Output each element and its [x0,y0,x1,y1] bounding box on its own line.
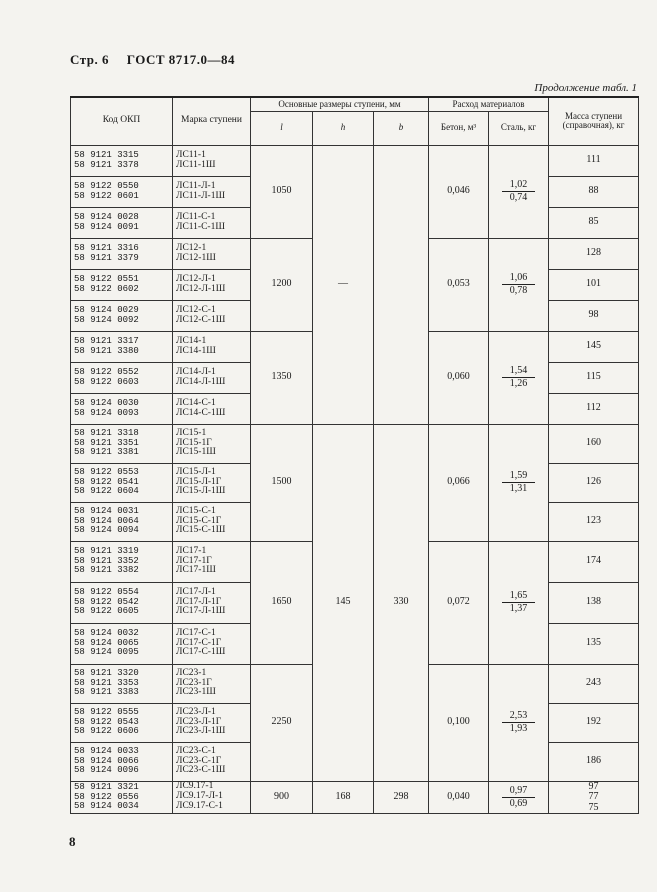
steel-numerator: 1,02 [502,179,536,192]
steel-fraction [502,179,536,204]
page-header [70,52,235,68]
step-mass: 98 [549,300,639,331]
steel-numerator: 1,65 [502,590,536,603]
length-l: 1650 [251,541,313,664]
col-header-mass: Масса ступени (справочная), кг [549,97,639,145]
step-grade: ЛС15-Л-1 ЛС15-Л-1Г ЛС15-Л-1Ш [173,463,251,502]
table-row [71,781,639,814]
step-grade: ЛС17-Л-1 ЛС17-Л-1Г ЛС17-Л-1Ш [173,582,251,623]
steel-cell [489,145,549,238]
table-row [71,145,639,176]
table-row [71,424,639,463]
steel-fraction [502,710,536,735]
length-l: 900 [251,781,313,814]
okp-code: 58 9124 0031 58 9124 0064 58 9124 0094 [71,502,173,541]
okp-code: 58 9121 3321 58 9122 0556 58 9124 0034 [71,781,173,814]
step-grade: ЛС15-1 ЛС15-1Г ЛС15-1Ш [173,424,251,463]
step-grade: ЛС23-С-1 ЛС23-С-1Г ЛС23-С-1Ш [173,742,251,781]
step-grade: ЛС23-Л-1 ЛС23-Л-1Г ЛС23-Л-1Ш [173,703,251,742]
steel-cell [489,238,549,331]
steel-denominator: 1,37 [509,603,528,614]
okp-code: 58 9124 0033 58 9124 0066 58 9124 0096 [71,742,173,781]
step-mass: 88 [549,176,639,207]
okp-code: 58 9121 3317 58 9121 3380 [71,331,173,362]
concrete-volume: 0,060 [429,331,489,424]
steel-cell [489,664,549,781]
step-mass: 186 [549,742,639,781]
okp-code: 58 9122 0554 58 9122 0542 58 9122 0605 [71,582,173,623]
step-grade: ЛС14-1 ЛС14-1Ш [173,331,251,362]
okp-code: 58 9121 3319 58 9121 3352 58 9121 3382 [71,541,173,582]
table-body [71,145,639,814]
steel-fraction [502,470,536,495]
col-header-l: l [251,111,313,145]
steel-numerator: 1,54 [502,365,536,378]
steel-denominator: 1,26 [509,378,528,389]
steel-numerator: 2,53 [502,710,536,723]
okp-code: 58 9122 0552 58 9122 0603 [71,362,173,393]
step-mass: 243 [549,664,639,703]
concrete-volume: 0,100 [429,664,489,781]
col-header-dims: Основные размеры ступени, мм [251,97,429,111]
steel-denominator: 0,78 [509,285,528,296]
steel-cell [489,424,549,541]
step-grade: ЛС11-1 ЛС11-1Ш [173,145,251,176]
steel-cell [489,781,549,814]
step-grade: ЛС14-С-1 ЛС14-С-1Ш [173,393,251,424]
okp-code: 58 9124 0028 58 9124 0091 [71,207,173,238]
step-grade: ЛС12-Л-1 ЛС12-Л-1Ш [173,269,251,300]
step-grade: ЛС11-Л-1 ЛС11-Л-1Ш [173,176,251,207]
col-header-concrete: Бетон, м³ [429,111,489,145]
step-grade: ЛС12-С-1 ЛС12-С-1Ш [173,300,251,331]
okp-code: 58 9122 0555 58 9122 0543 58 9122 0606 [71,703,173,742]
col-header-grade: Марка ступени [173,97,251,145]
step-mass: 111 [549,145,639,176]
width-b: 298 [374,781,429,814]
okp-code: 58 9124 0032 58 9124 0065 58 9124 0095 [71,623,173,664]
okp-code: 58 9121 3316 58 9121 3379 [71,238,173,269]
step-grade: ЛС23-1 ЛС23-1Г ЛС23-1Ш [173,664,251,703]
length-l: 1200 [251,238,313,331]
steel-denominator: 1,93 [509,723,528,734]
step-grade: ЛС11-С-1 ЛС11-С-1Ш [173,207,251,238]
step-mass: 101 [549,269,639,300]
step-mass: 126 [549,463,639,502]
step-mass: 85 [549,207,639,238]
okp-code: 58 9122 0551 58 9122 0602 [71,269,173,300]
steel-numerator: 1,59 [502,470,536,483]
steel-numerator: 0,97 [502,785,536,798]
col-header-materials: Расход материалов [429,97,549,111]
width-b-top [374,145,429,424]
steel-denominator: 1,31 [509,483,528,494]
step-grade: ЛС9.17-1 ЛС9.17-Л-1 ЛС9.17-С-1 [173,781,251,814]
col-header-code: Код ОКП [71,97,173,145]
steel-cell [489,541,549,664]
step-mass: 135 [549,623,639,664]
step-grade: ЛС17-С-1 ЛС17-С-1Г ЛС17-С-1Ш [173,623,251,664]
step-mass: 192 [549,703,639,742]
steel-fraction [502,785,536,810]
height-h-top: — [313,145,374,424]
okp-code: 58 9124 0029 58 9124 0092 [71,300,173,331]
page-number: 8 [69,834,76,849]
concrete-volume: 0,046 [429,145,489,238]
steel-denominator: 0,74 [509,192,528,203]
step-mass: 123 [549,502,639,541]
step-mass: 174 [549,541,639,582]
table-continuation-label: Продолжение табл. 1 [534,82,637,94]
steel-fraction [502,272,536,297]
step-mass: 145 [549,331,639,362]
okp-code: 58 9124 0030 58 9124 0093 [71,393,173,424]
standard-number: ГОСТ 8717.0—84 [126,52,236,67]
step-mass: 115 [549,362,639,393]
step-mass: 112 [549,393,639,424]
col-header-h: h [313,111,374,145]
step-mass: 138 [549,582,639,623]
concrete-volume: 0,053 [429,238,489,331]
step-grade: ЛС12-1 ЛС12-1Ш [173,238,251,269]
steel-numerator: 1,06 [502,272,536,285]
step-grade: ЛС14-Л-1 ЛС14-Л-1Ш [173,362,251,393]
length-l: 2250 [251,664,313,781]
steel-cell [489,331,549,424]
length-l: 1050 [251,145,313,238]
concrete-volume: 0,040 [429,781,489,814]
page-label: Стр. 6 [70,52,109,67]
okp-code: 58 9121 3320 58 9121 3353 58 9121 3383 [71,664,173,703]
step-mass: 128 [549,238,639,269]
okp-code: 58 9122 0550 58 9122 0601 [71,176,173,207]
concrete-volume: 0,066 [429,424,489,541]
specification-table [70,96,639,814]
col-header-b: b [374,111,429,145]
step-mass: 97 77 75 [549,781,639,814]
steel-denominator: 0,69 [509,797,528,809]
okp-code: 58 9121 3315 58 9121 3378 [71,145,173,176]
length-l: 1500 [251,424,313,541]
step-grade: ЛС17-1 ЛС17-1Г ЛС17-1Ш [173,541,251,582]
step-grade: ЛС15-С-1 ЛС15-С-1Г ЛС15-С-1Ш [173,502,251,541]
col-header-steel: Сталь, кг [489,111,549,145]
steel-fraction [502,365,536,390]
concrete-volume: 0,072 [429,541,489,664]
width-b-common: 330 [374,424,429,781]
height-h: 168 [313,781,374,814]
step-mass: 160 [549,424,639,463]
okp-code: 58 9122 0553 58 9122 0541 58 9122 0604 [71,463,173,502]
height-h-common: 145 [313,424,374,781]
okp-code: 58 9121 3318 58 9121 3351 58 9121 3381 [71,424,173,463]
length-l: 1350 [251,331,313,424]
steel-fraction [502,590,536,615]
